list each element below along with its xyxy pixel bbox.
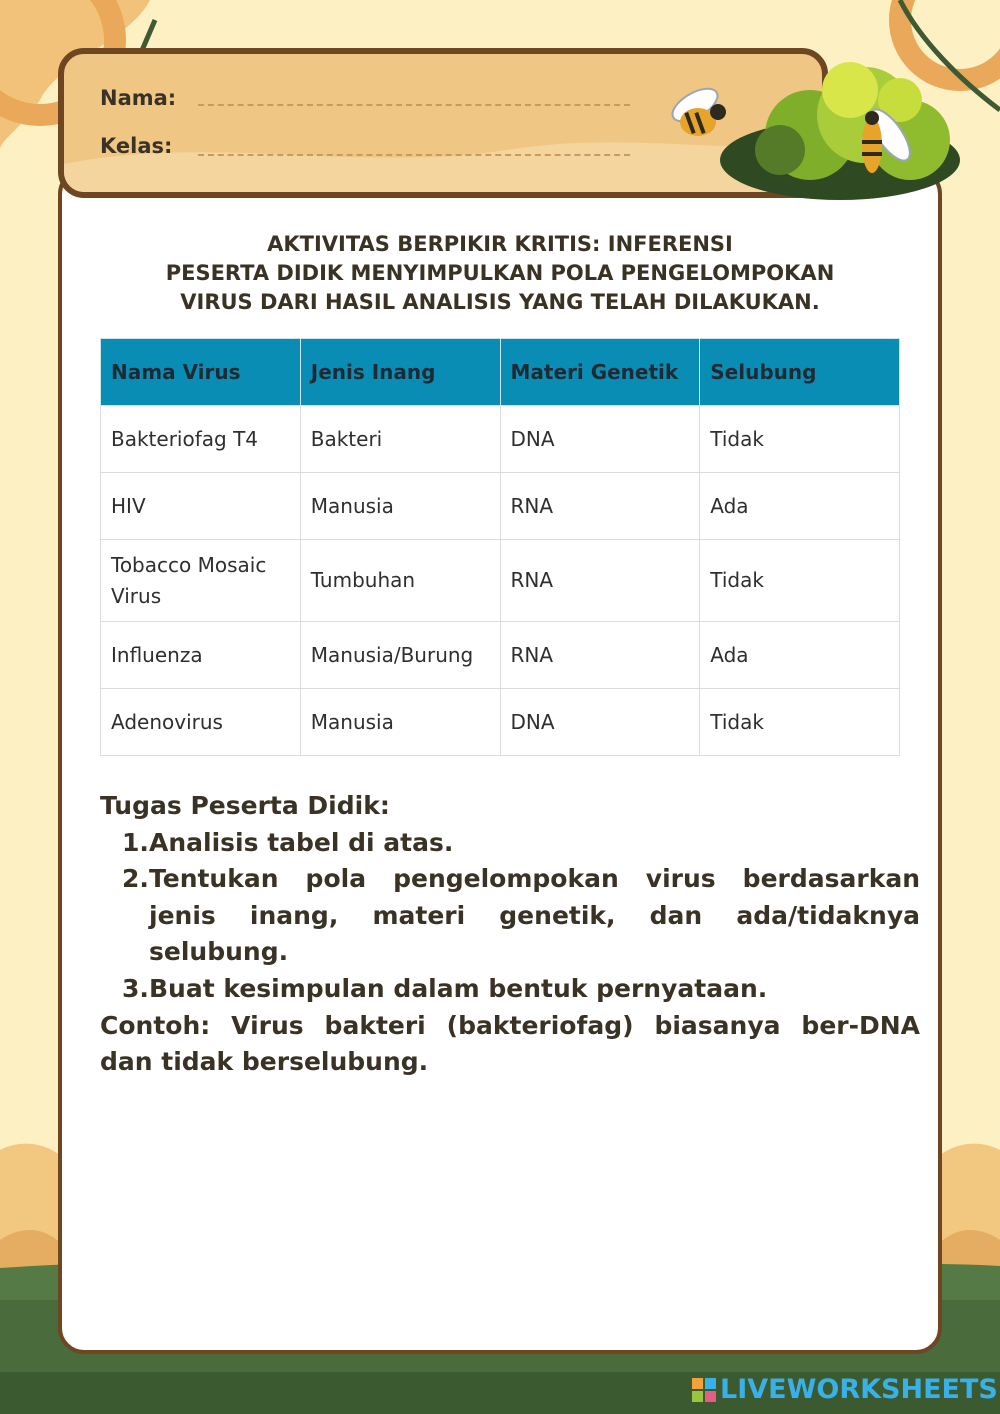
worksheet-title bbox=[100, 230, 900, 317]
header-virus-name: Nama Virus bbox=[101, 339, 301, 406]
task-number: 2. bbox=[122, 864, 149, 894]
cell-envelope: Ada bbox=[700, 473, 900, 540]
flying-bee-icon bbox=[667, 82, 726, 136]
cell-host-type: Manusia bbox=[300, 473, 500, 540]
task-text: Tentukan pola pengelompokan virus berdasarkan jenis inang, materi genetik, dan ada/tidaknya selubung. bbox=[149, 864, 920, 967]
header-envelope: Selubung bbox=[700, 339, 900, 406]
cell-host-type: Bakteri bbox=[300, 406, 500, 473]
cell-genetic-material: DNA bbox=[500, 406, 700, 473]
task-text: Buat kesimpulan dalam bentuk pernyataan. bbox=[149, 973, 768, 1003]
list-item bbox=[100, 825, 920, 862]
class-input-line[interactable] bbox=[198, 154, 630, 156]
cell-virus-name: Adenovirus bbox=[101, 689, 301, 756]
table-row bbox=[101, 689, 900, 756]
cell-envelope: Ada bbox=[700, 622, 900, 689]
table-row bbox=[101, 406, 900, 473]
header-genetic-material: Materi Genetik bbox=[500, 339, 700, 406]
class-label: Kelas: bbox=[100, 134, 173, 158]
table-row bbox=[101, 540, 900, 622]
cell-virus-name: Tobacco Mosaic Virus bbox=[101, 540, 301, 622]
title-line-3: VIRUS DARI HASIL ANALISIS YANG TELAH DILAKUKAN. bbox=[180, 290, 820, 314]
liveworksheets-watermark[interactable]: LIVEWORKSHEETS bbox=[720, 1374, 998, 1405]
task-heading: Tugas Peserta Didik: bbox=[100, 791, 390, 820]
task-list bbox=[100, 825, 920, 1008]
table-row bbox=[101, 473, 900, 540]
cell-genetic-material: DNA bbox=[500, 689, 700, 756]
liveworksheets-logo-icon bbox=[692, 1378, 716, 1402]
name-label: Nama: bbox=[100, 86, 177, 110]
cell-envelope: Tidak bbox=[700, 540, 900, 622]
list-item bbox=[100, 861, 920, 971]
table-header-row bbox=[101, 339, 900, 406]
cell-host-type: Tumbuhan bbox=[300, 540, 500, 622]
cell-genetic-material: RNA bbox=[500, 540, 700, 622]
title-line-1: AKTIVITAS BERPIKIR KRITIS: INFERENSI bbox=[267, 232, 733, 256]
table-row bbox=[101, 622, 900, 689]
cell-virus-name: HIV bbox=[101, 473, 301, 540]
header-host-type: Jenis Inang bbox=[300, 339, 500, 406]
cell-envelope: Tidak bbox=[700, 406, 900, 473]
task-number: 1. bbox=[122, 827, 149, 857]
cell-envelope: Tidak bbox=[700, 689, 900, 756]
cell-host-type: Manusia bbox=[300, 689, 500, 756]
example-statement: Contoh: Virus bakteri (bakteriofag) biasanya ber-DNA dan tidak berselubung. bbox=[100, 1010, 920, 1077]
cell-genetic-material: RNA bbox=[500, 473, 700, 540]
name-input-line[interactable] bbox=[198, 104, 630, 106]
virus-table bbox=[100, 338, 900, 756]
cell-genetic-material: RNA bbox=[500, 622, 700, 689]
title-line-2: PESERTA DIDIK MENYIMPULKAN POLA PENGELOMPOKAN bbox=[165, 261, 835, 285]
task-section bbox=[100, 788, 920, 1081]
task-number: 3. bbox=[122, 973, 149, 1003]
cell-host-type: Manusia/Burung bbox=[300, 622, 500, 689]
cell-virus-name: Bakteriofag T4 bbox=[101, 406, 301, 473]
task-text: Analisis tabel di atas. bbox=[149, 827, 454, 857]
list-item bbox=[100, 971, 920, 1008]
cell-virus-name: Influenza bbox=[101, 622, 301, 689]
bee-bush-illustration bbox=[650, 50, 960, 200]
